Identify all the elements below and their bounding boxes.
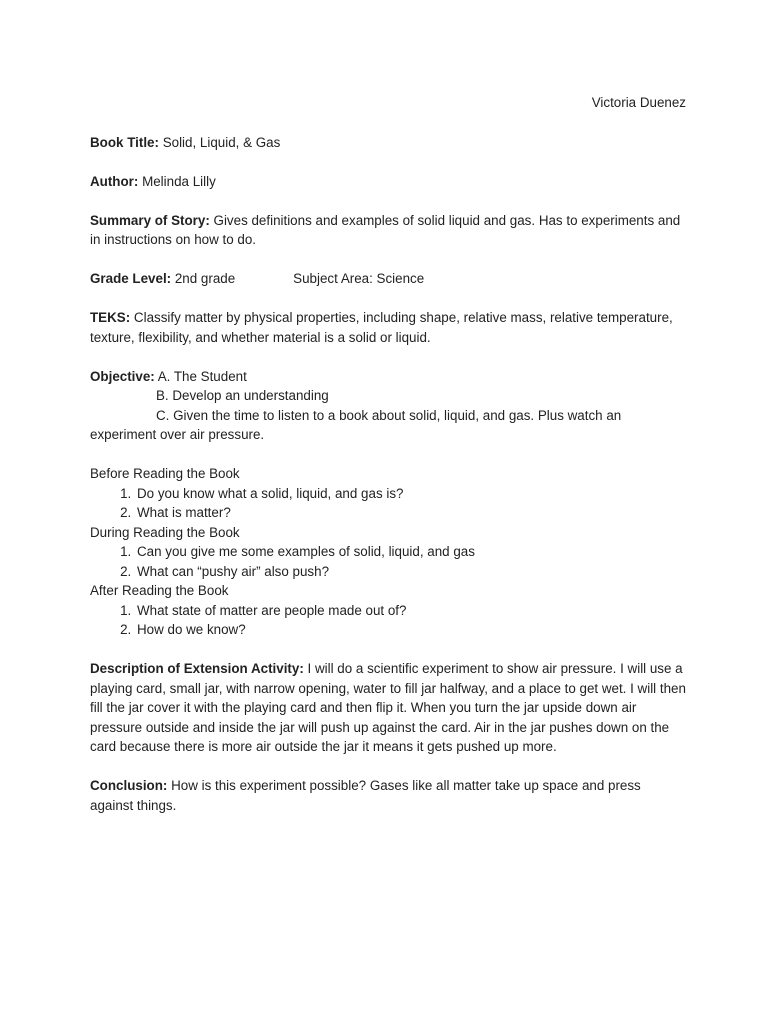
after-reading-list [90, 601, 686, 640]
summary-field [90, 211, 686, 250]
book-title-field [90, 133, 686, 153]
author-label: Author: [90, 173, 139, 189]
before-reading-list [90, 484, 686, 523]
objective-c: C. Given the time to listen to a book about solid, liquid, and gas. Plus watch an [156, 407, 622, 423]
conclusion-label: Conclusion: [90, 778, 168, 793]
objective-a: A. The Student [157, 368, 247, 384]
book-title-value: Solid, Liquid, & Gas [162, 134, 281, 150]
conclusion-value: How is this experiment possible? Gases like all matter take up space and press against things. [90, 778, 641, 813]
list-item: 2. What is matter? [135, 503, 686, 523]
extension-activity-label: Description of Extension Activity: [90, 661, 304, 676]
grade-level-value: 2nd grade [174, 271, 236, 286]
during-reading-list [90, 542, 686, 581]
list-item: 2. How do we know? [135, 620, 686, 640]
objective-field [90, 367, 686, 445]
extension-activity-field [90, 659, 686, 757]
list-item: 2. What can “pushy air” also push? [135, 562, 686, 582]
summary-value: Gives definitions and examples of solid liquid and gas. Has to experiments and in instructions on how to do. [90, 212, 681, 247]
objective-label: Objective: [90, 368, 155, 384]
list-item: 1. Can you give me some examples of solid, liquid, and gas [135, 542, 686, 562]
lesson-plan-document [90, 93, 686, 835]
after-reading-heading: After Reading the Book [90, 583, 229, 598]
summary-label: Summary of Story: [90, 212, 210, 228]
student-name: Victoria Duenez [591, 95, 686, 110]
teks-label: TEKS: [90, 310, 131, 325]
list-item: 1. Do you know what a solid, liquid, and gas is? [135, 484, 686, 504]
reading-questions [90, 464, 686, 640]
extension-activity-value: I will do a scientific experiment to show air pressure. I will use a playing card, small jar, with narrow opening, water to fill jar halfway, and a place to get wet. I will then fill the jar cover it with the playing card and then flip it. When you turn the jar upside down air pressure outside and inside the jar will push up against the card. Air in the jar pushes down on the card because there is more air outside the jar it means it gets pushed up more. [90, 661, 686, 754]
objective-line-a [90, 367, 686, 387]
grade-level-field [90, 269, 686, 289]
author-field [90, 172, 686, 192]
list-item: 1. What state of matter are people made out of? [135, 601, 686, 621]
teks-value: Classify matter by physical properties, including shape, relative mass, relative temperature, texture, flexibility, and whether material is a solid or liquid. [90, 310, 673, 345]
book-title-label: Book Title: [90, 134, 159, 150]
conclusion-field [90, 776, 686, 815]
objective-b: B. Develop an understanding [156, 388, 329, 403]
subject-area: Subject Area: Science [293, 271, 425, 286]
during-reading-heading: During Reading the Book [90, 524, 240, 540]
before-reading-heading: Before Reading the Book [90, 466, 240, 481]
author-value: Melinda Lilly [142, 173, 216, 189]
grade-level-label: Grade Level: [90, 271, 172, 286]
teks-field [90, 308, 686, 347]
objective-c-continued: experiment over air pressure. [90, 427, 265, 442]
